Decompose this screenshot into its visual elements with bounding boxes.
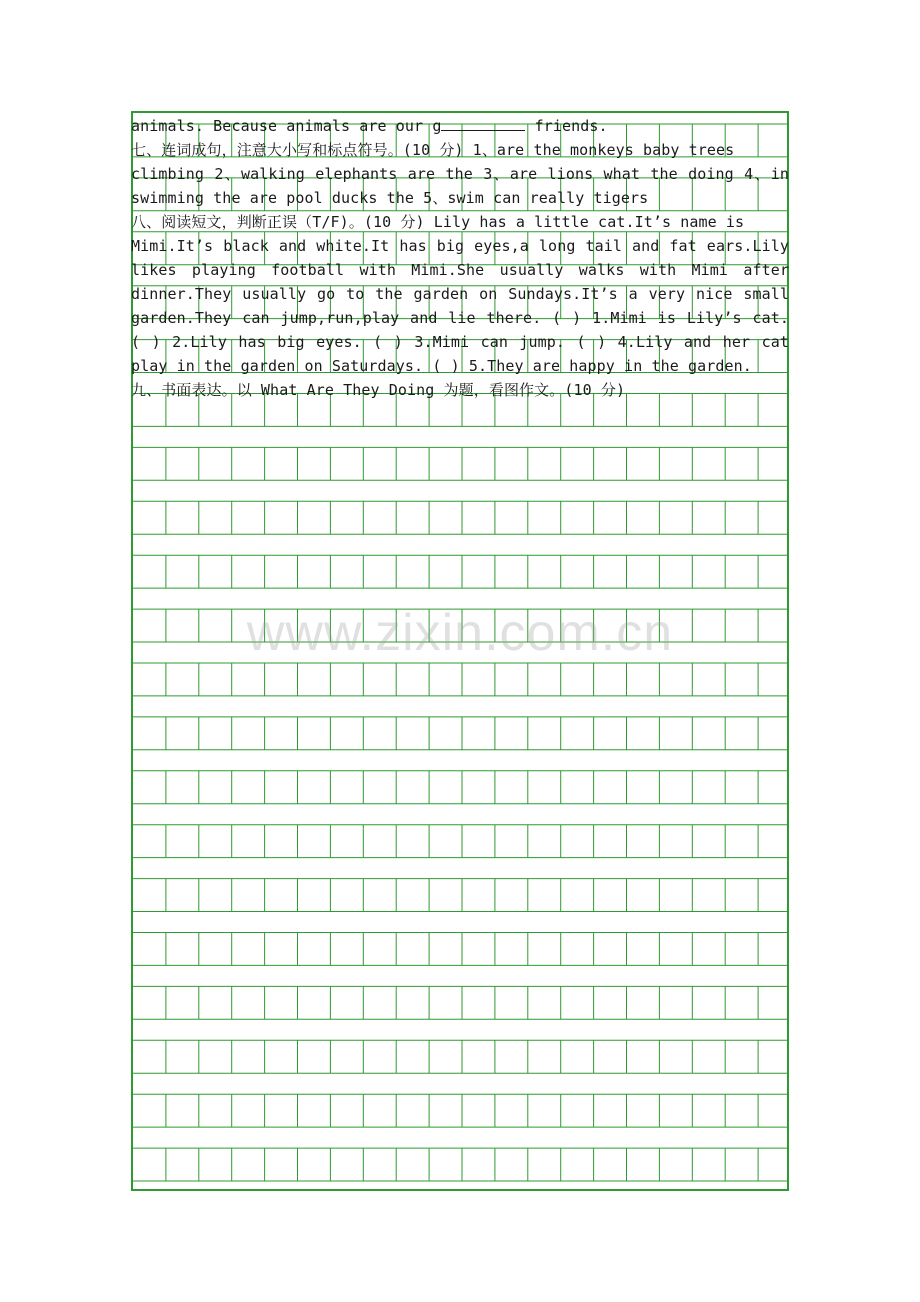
text-line-6: Mimi.It’s black and white.It has big eyes,a long tail and fat ears.Lily xyxy=(131,237,789,255)
text-line-3: climbing 2、walking elephants are the 3、are lions what the doing 4、in xyxy=(131,165,789,183)
text-line-10: ( ) 2.Lily has big eyes. ( ) 3.Mimi can jump. ( ) 4.Lily and her cat xyxy=(131,333,789,351)
text-line-9: garden.They can jump,run,play and lie there. ( ) 1.Mimi is Lily’s cat. xyxy=(131,309,789,327)
text-line-1: animals. Because animals are our g friends. xyxy=(131,114,821,138)
watermark: www.zixin.com.cn xyxy=(246,604,674,662)
section-9-heading: 九、书面表达。以 What Are They Doing 为题，看图作文。(10 分) xyxy=(131,381,626,399)
text-line-11: play in the garden on Saturdays. ( ) 5.They are happy in the garden. xyxy=(131,357,752,375)
text-line-8: dinner.They usually go to the garden on Sundays.It’s a very nice small xyxy=(131,285,789,303)
section-8-heading: 八、阅读短文，判断正误（T/F)。(10 分) Lily has a little cat.It’s name is xyxy=(131,213,745,231)
text-line-4: swimming the are pool ducks the 5、swim can really tigers xyxy=(131,189,649,207)
worksheet-text xyxy=(131,114,821,402)
section-7-heading: 七、连词成句，注意大小写和标点符号。(10 分) 1、are the monkeys baby trees xyxy=(131,141,735,159)
text-line-7: likes playing football with Mimi.She usually walks with Mimi after xyxy=(131,261,789,279)
fill-in-blank[interactable] xyxy=(441,114,525,131)
